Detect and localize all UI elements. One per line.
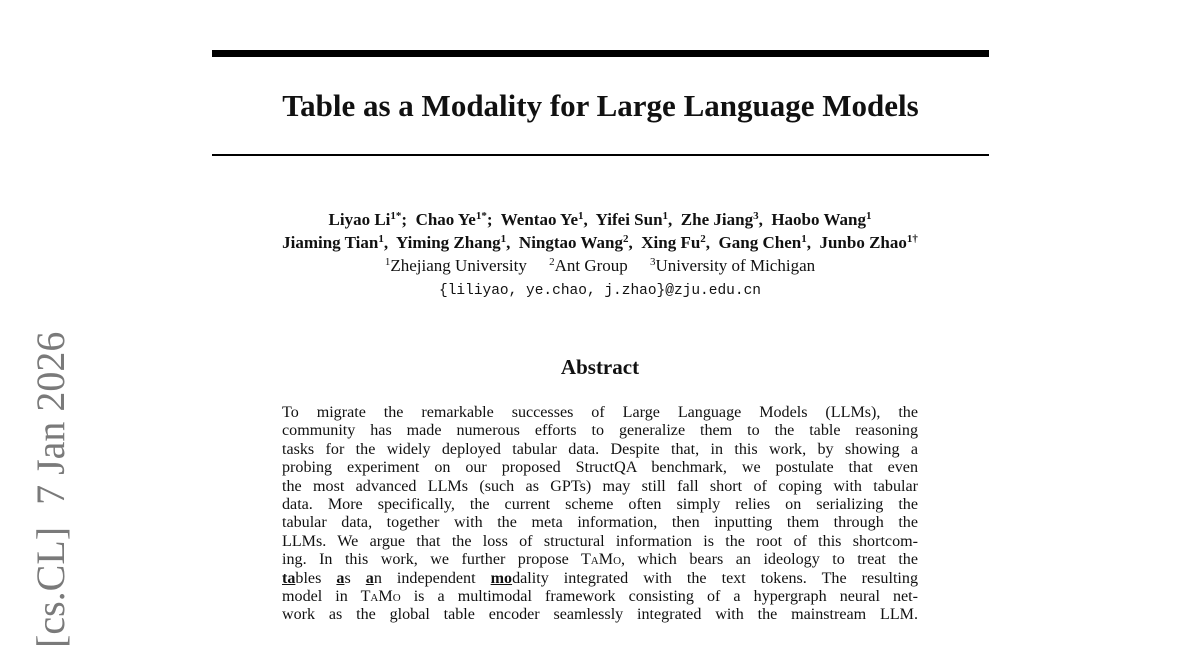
author-name: Ningtao Wang [518,233,623,252]
abstract-line: data. More specifically, the current scheme often simply relies on serializing the [282,495,918,513]
author-line-2: Jiaming Tian$^1$, Yiming Zhang$^1$, Ningtao Wang$^2$, Xing Fu$^2$, Gang Chen$^1$, Junbo Zhao$^{1\dagger}$ [282,233,918,252]
affiliation-name: Ant Group [554,256,628,275]
author-name: Liyao Li [328,210,391,229]
abstract-line: To migrate the remarkable successes of Large Language Models (LLMs), the [282,404,918,421]
author-sup: 1 [662,210,669,222]
author-sup: 1* [475,210,487,222]
abstract-line: tabular data, together with the meta information, then inputting them through the [282,514,918,532]
author-sup: 1* [390,210,402,222]
affiliation-sup: 2 [549,256,555,268]
author-name: Yiming Zhang [395,233,501,252]
affiliation-name: University of Michigan [655,256,816,275]
author-sup: 1 [578,210,584,222]
author-name: Xing Fu [641,233,701,252]
abstract-line: the most advanced LLMs (such as GPTs) may still fall short of coping with tabular [282,477,918,495]
author-sup: 2 [700,233,706,245]
paper-title: Table as a Modality for Large Language Models [282,88,919,123]
author-sup: 1† [906,233,918,245]
author-email[interactable]: {liliyao, ye.chao, j.zhao}@zju.edu.cn [439,283,761,299]
abstract-line: community has made numerous efforts to generalize them to the table reasoning [282,422,918,440]
abstract-line: tasks for the widely deployed tabular data. Despite that, in this work, by showing a [282,440,918,458]
author-name: Yifei Sun [595,210,663,229]
author-sup: 3 [753,210,759,222]
abstract-heading: Abstract [560,355,640,379]
author-name: Chao Ye [415,210,476,229]
author-sup: 1 [865,210,872,222]
author-list [160,208,1040,254]
abstract-line: probing experiment on our proposed StructQA benchmark, we postulate that even [282,459,918,477]
author-sup: 1 [801,233,807,245]
abstract-line-rich: ing. In this work, we further propose TaMo, which bears an ideology to treat the [282,551,918,569]
title-rule-bottom [212,154,989,156]
arxiv-date: 7 Jan 2026 [28,331,73,505]
title-rule-top [212,50,989,57]
author-sup: 1 [500,233,507,245]
author-line-1: Liyao $Li^{1*}$; Chao $Ye^{1*}$; Wentao Ye$^1$, Yifei Sun$^1$, Zhe Jiang$^3$, Haobo Wang$^1$ [328,210,872,229]
abstract-line: LLMs. We argue that the loss of structural information is the root of this shortcom- [282,532,918,550]
arxiv-category: [cs.CL] [28,526,73,648]
abstract-line-rich: model in TaMo is a multimodal framework consisting of a hypergraph neural net- [282,587,918,605]
author-sup: 1 [378,233,384,245]
affiliations [200,255,1000,277]
affiliation-name: Zhejiang University [390,256,527,275]
author-name: Gang Chen [718,233,802,252]
abstract-line: work as the global table encoder seamlessly integrated with the mainstream LLM. [282,606,918,624]
abstract-line-rich: tables as an independent modality integrated with the text tokens. The resulting [282,569,918,587]
author-name: Junbo Zhao [819,233,907,252]
author-name: Wentao Ye [500,210,578,229]
affiliation-sup: 3 [650,256,656,268]
arxiv-stamp [28,331,73,648]
author-sup: 2 [623,233,629,245]
author-name: Jiaming Tian [282,233,379,252]
abstract-body [282,404,918,625]
author-name: Zhe Jiang [680,210,754,229]
affiliation-sup: 1 [384,256,391,268]
author-name: Haobo Wang [771,210,866,229]
